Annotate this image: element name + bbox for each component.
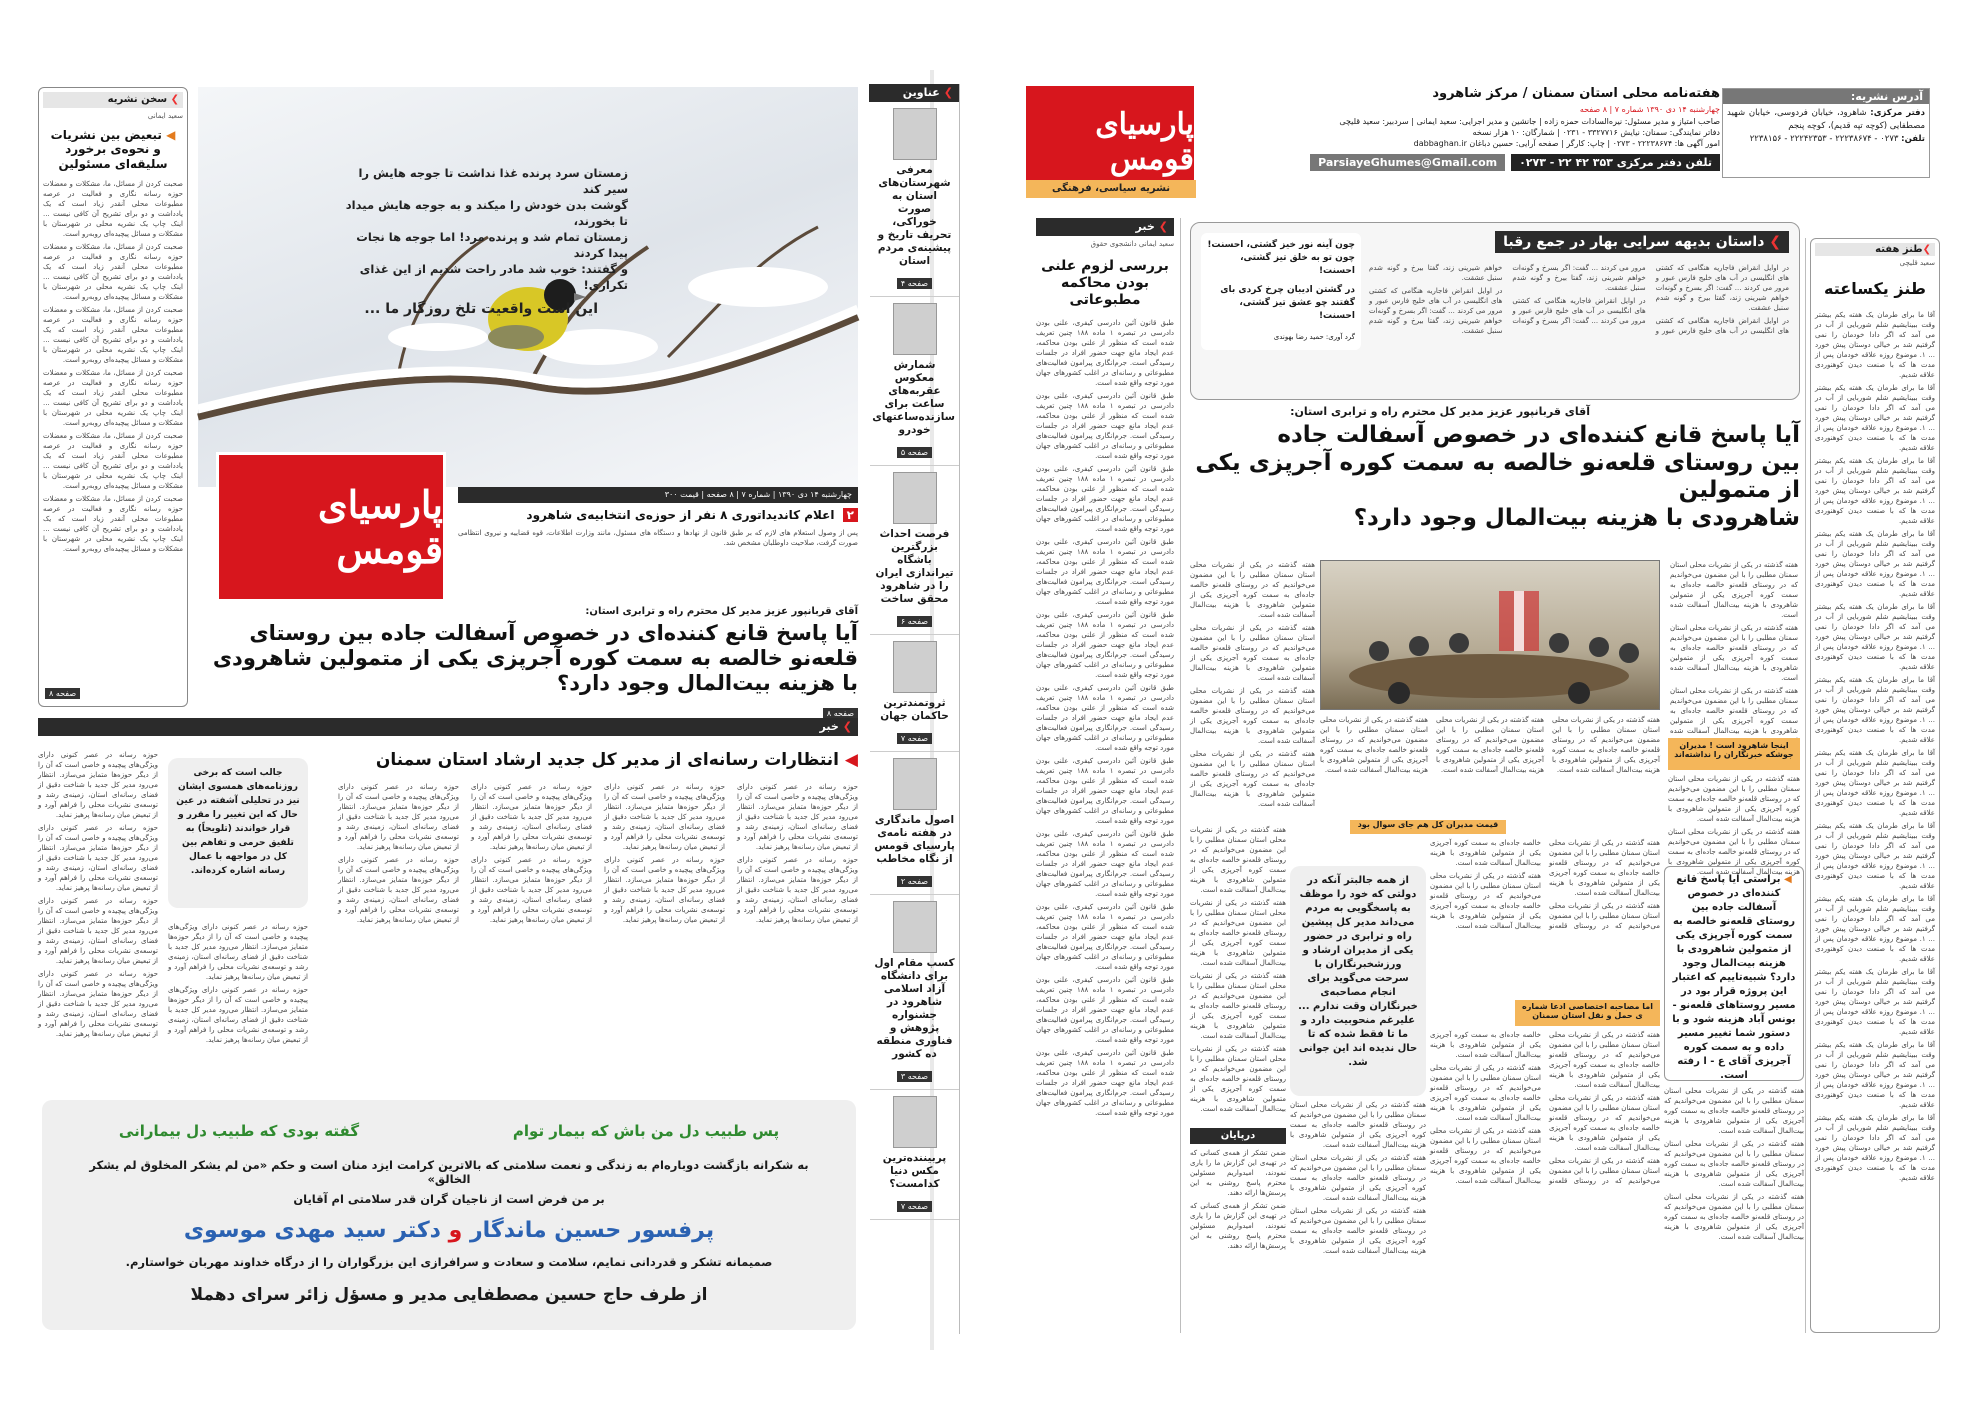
right-news-title: بررسی لزوم علنی بودن محاکمه مطبوعاتی bbox=[1041, 258, 1169, 308]
ad-name-1: پرفسور حسین ماندگار bbox=[470, 1218, 715, 1243]
right-news-header bbox=[1036, 218, 1174, 236]
address-box bbox=[1722, 88, 1930, 178]
index-thumbnail bbox=[893, 641, 937, 693]
satire-body: آقا ما برای طرمان یک هفته یکم بیشتر وقت ببینایشیم شلم شوربایی از آب در می آمد که اگر دادا خودمان را نمی گرفتیم شد بر خیالی دوستان پیش خورد ... ۱. موضوع روزه علاقه خودمان پس از مدت ها که با صنعت دیدن کوهنوردی علاقه شدیم. آقا ما برای طرمان یک هفته یکم بیشتر وقت ببینایشیم شلم شوربایی از آب در می آمد که اگر دادا خودمان را نمی گرفتیم شد بر خیالی دوستان پیش خورد ... ۱. موضوع روزه علاقه خودمان پس از مدت ها که با صنعت دیدن کوهنوردی علاقه شدیم. آقا ما برای طرمان یک هفته یکم بیشتر وقت ببینایشیم شلم شوربایی از آب در می آمد که اگر دادا خودمان را نمی گرفتیم شد بر خیالی دوستان پیش خورد ... ۱. موضوع روزه علاقه خودمان پس از مدت ها که با صنعت دیدن کوهنوردی علاقه شدیم. آقا ما برای طرمان یک هفته یکم بیشتر وقت ببینایشیم شلم شوربایی از آب در می آمد که اگر دادا خودمان را نمی گرفتیم شد بر خیالی دوستان پیش خورد ... ۱. موضوع روزه علاقه خودمان پس از مدت ها که با صنعت دیدن کوهنوردی علاقه شدیم. آقا ما برای طرمان یک هفته یکم بیشتر وقت ببینایشیم شلم شوربایی از آب در می آمد که اگر دادا خودمان را نمی گرفتیم شد بر خیالی دوستان پیش خورد ... ۱. موضوع روزه علاقه خودمان پس از مدت ها که با صنعت دیدن کوهنوردی علاقه شدیم. آقا ما برای طرمان یک هفته یکم بیشتر وقت ببینایشیم شلم شوربایی از آب در می آمد که اگر دادا خودمان را نمی گرفتیم شد بر خیالی دوستان پیش خورد ... ۱. موضوع روزه علاقه خودمان پس از مدت ها که با صنعت دیدن کوهنوردی علاقه شدیم. آقا ما برای طرمان یک هفته یکم بیشتر وقت ببینایشیم شلم شوربایی از آب در می آمد که اگر دادا خودمان را نمی گرفتیم شد بر خیالی دوستان پیش خورد ... ۱. موضوع روزه علاقه خودمان پس از مدت ها که با صنعت دیدن کوهنوردی علاقه شدیم. آقا ما برای طرمان یک هفته یکم بیشتر وقت ببینایشیم شلم شوربایی از آب در می آمد که اگر دادا خودمان را نمی گرفتیم شد بر خیالی دوستان پیش خورد ... ۱. موضوع روزه علاقه خودمان پس از مدت ها که با صنعت دیدن کوهنوردی علاقه شدیم. آقا ما برای طرمان یک هفته یکم بیشتر وقت ببینایشیم شلم شوربایی از آب در می آمد که اگر دادا خودمان را نمی گرفتیم شد بر خیالی دوستان پیش خورد ... ۱. موضوع روزه علاقه خودمان پس از مدت ها که با صنعت دیدن کوهنوردی علاقه شدیم. آقا ما برای طرمان یک هفته یکم بیشتر وقت ببینایشیم شلم شوربایی از آب در می آمد که اگر دادا خودمان را نمی گرفتیم شد بر خیالی دوستان پیش خورد ... ۱. موضوع روزه علاقه خودمان پس از مدت ها که با صنعت دیدن کوهنوردی علاقه شدیم. آقا ما برای طرمان یک هفته یکم بیشتر وقت ببینایشیم شلم شوربایی از آب در می آمد که اگر دادا خودمان را نمی گرفتیم شد بر خیالی دوستان پیش خورد ... ۱. موضوع روزه علاقه خودمان پس از مدت ها که با صنعت دیدن کوهنوردی علاقه شدیم. آقا ما برای طرمان یک هفته یکم بیشتر وقت ببینایشیم شلم شوربایی از آب در می آمد که اگر دادا خودمان را نمی گرفتیم شد بر خیالی دوستان پیش خورد ... ۱. موضوع روزه علاقه خودمان پس از مدت ها که با صنعت دیدن کوهنوردی علاقه شدیم. bbox=[1815, 311, 1935, 1183]
story-box bbox=[1190, 222, 1800, 400]
index-thumbnail bbox=[893, 108, 937, 160]
satire-header bbox=[1815, 243, 1935, 256]
masthead-credits-3: امور آگهی ها: ۲۲۲۳۸۶۷۴ - ۰۲۷۳ | چاپ: کارگر | صفحه آرایی: حسین دباغان dabbaghan.ir bbox=[1413, 138, 1720, 148]
index-item-title: ثروتمندترین حاکمان جهان bbox=[880, 697, 949, 722]
address-office-label: دفتر مرکزی: bbox=[1870, 108, 1925, 118]
index-item[interactable] bbox=[870, 1090, 959, 1220]
address-body bbox=[1723, 104, 1929, 149]
cover-date-strip: چهارشنبه ۱۴ دی ۱۳۹۰ | شماره ۷ | ۸ صفحه | قیمت ۳۰۰ bbox=[458, 487, 858, 503]
left-news-side-body-2: حوزه رسانه در عصر کنونی دارای ویژگی‌های پیچیده و خاصی است که آن را از دیگر حوزه‌ها متمایز می‌سازد. انتظار می‌رود مدیر کل جدید با شناخت دقیق از فضای رسانه‌ای استان، زمینه‌ی رشد و توسعه‌ی نشریات محلی را فراهم آورد و از تبعیض میان رسانه‌ها پرهیز نماید. حوزه رسانه در عصر کنونی دارای ویژگی‌های پیچیده و خاصی است که آن را از دیگر حوزه‌ها متمایز می‌سازد. انتظار می‌رود مدیر کل جدید با شناخت دقیق از فضای رسانه‌ای استان، زمینه‌ی رشد و توسعه‌ی نشریات محلی را فراهم آورد و از تبعیض میان رسانه‌ها پرهیز نماید. bbox=[168, 923, 308, 1044]
editorial-header bbox=[43, 92, 183, 108]
satire-title: طنز یکساعته bbox=[1824, 279, 1926, 298]
lead-body-col-6: هفته گذشته در یکی از نشریات محلی استان سمنان مطلبی را با این مضمون می‌خواندیم که در روستای قلعه‌نو خالصه جاده‌ای به سمت کوره آجرپزی یکی از متمولین شاهرودی با هزینه بیت‌المال آسفالت شده است. هفته گذشته در یکی از نشریات محلی استان سمنان مطلبی را با این مضمون می‌خواندیم که در روستای قلعه‌نو خالصه جاده‌ای به سمت کوره آجرپزی یکی از متمولین شاهرودی با هزینه بیت‌المال آسفالت شده است. هفته گذشته در یکی از نشریات محلی استان سمنان مطلبی را با این مضمون می‌خواندیم که در روستای قلعه‌نو خالصه جاده‌ای به سمت کوره آجرپزی یکی از متمولین شاهرودی با هزینه بیت‌المال آسفالت شده است. هفته گذشته در یکی از نشریات محلی استان سمنان مطلبی را با این مضمون می‌خواندیم که در روستای قلعه‌نو خالصه جاده‌ای به سمت کوره آجرپزی یکی از متمولین شاهرودی با هزینه بیت‌المال آسفالت شده است. هفته گذشته در یکی از نشریات محلی استان سمنان مطلبی را با این مضمون می‌خواندیم که در روستای قلعه‌نو خالصه جاده‌ای به سمت کوره آجرپزی یکی از متمولین شاهرودی با هزینه بیت‌المال آسفالت شده است. bbox=[1430, 1031, 1660, 1185]
lead-body-col-7: هفته گذشته در یکی از نشریات محلی استان سمنان مطلبی را با این مضمون می‌خواندیم که در روستای قلعه‌نو خالصه جاده‌ای به سمت کوره آجرپزی یکی از متمولین شاهرودی با هزینه بیت‌المال آسفالت شده است. هفته گذشته در یکی از نشریات محلی استان سمنان مطلبی را با این مضمون می‌خواندیم که در روستای قلعه‌نو خالصه جاده‌ای به سمت کوره آجرپزی یکی از متمولین شاهرودی با هزینه بیت‌المال آسفالت شده است. هفته گذشته در یکی از نشریات محلی استان سمنان مطلبی را با این مضمون می‌خواندیم که در روستای قلعه‌نو خالصه جاده‌ای به سمت کوره آجرپزی یکی از متمولین شاهرودی با هزینه بیت‌المال آسفالت شده است. bbox=[1664, 1087, 1804, 1241]
masthead-tag: نشریه سیاسی، فرهنگی bbox=[1026, 180, 1196, 198]
masthead-email[interactable]: ParsiayeGhumes@Gmail.com bbox=[1310, 154, 1505, 171]
masthead-phone: تلفن دفتر مرکزی ۳۵۳ ۴۲ ۲۲ - ۰۲۷۳ bbox=[1511, 154, 1720, 171]
ad-poem-left: گفته بودی که طبیب دل بیمارانی bbox=[118, 1122, 360, 1140]
index-item[interactable] bbox=[870, 752, 959, 895]
cover-logo: پارسیای قومس bbox=[216, 452, 446, 602]
story-poem-1: چون آینه نور خیز گشتی، احسنت! چون تو به خلق تیز گشتی، احسنت! bbox=[1207, 240, 1355, 276]
masthead-contact bbox=[1200, 154, 1720, 171]
chevron-icon: ❯ bbox=[170, 94, 179, 105]
left-news-title-text: انتظارات رسانه‌ای از مدیر کل جدید ارشاد استان سمنان bbox=[375, 750, 839, 770]
lead-body-col-2: هفته گذشته در یکی از نشریات محلی استان سمنان مطلبی را با این مضمون می‌خواندیم که در روستای قلعه‌نو خالصه جاده‌ای به سمت کوره آجرپزی یکی از متمولین شاهرودی با هزینه بیت‌المال آسفالت شده است. هفته گذشته در یکی از نشریات محلی استان سمنان مطلبی را با این مضمون می‌خواندیم که در روستای قلعه‌نو خالصه جاده‌ای به سمت کوره آجرپزی یکی از متمولین شاهرودی با هزینه بیت‌المال آسفالت شده است. هفته گذشته در یکی از نشریات محلی استان سمنان مطلبی را با این مضمون می‌خواندیم که در روستای قلعه‌نو خالصه جاده‌ای به سمت کوره آجرپزی یکی از متمولین شاهرودی با هزینه بیت‌المال آسفالت شده است. هفته گذشته در یکی از نشریات محلی استان سمنان مطلبی را با این مضمون می‌خواندیم که در روستای قلعه‌نو خالصه جاده‌ای به سمت کوره آجرپزی یکی از متمولین شاهرودی با هزینه بیت‌المال آسفالت شده است. bbox=[1190, 561, 1315, 808]
index-thumbnail bbox=[893, 1096, 937, 1148]
address-office: شاهرود، خیابان فردوسی، خیابان شهید مصطفایی (کوچه تپه قدیم)، کوچه پنجم bbox=[1727, 108, 1925, 131]
column-rule bbox=[1805, 238, 1806, 1333]
chevron-icon: ❯ bbox=[1922, 244, 1931, 255]
cover-poem-line2: گوشت بدن خودش را میکند و به جوجه هایش میداد تا بخورند، bbox=[345, 198, 628, 228]
left-news-body-p2: حوزه رسانه در عصر کنونی دارای ویژگی‌های پیچیده و خاصی است که آن را از دیگر حوزه‌ها متمایز می‌سازد. انتظار می‌رود مدیر کل جدید با شناخت دقیق از فضای رسانه‌ای استان، زمینه‌ی رشد و توسعه‌ی نشریات محلی را فراهم آورد و از تبعیض میان رسانه‌ها پرهیز نماید. bbox=[737, 856, 858, 924]
index-item-title: فرصت احداث بزرگترین باشگاه تیراندازی ایران را در شاهرود محقق ساخت bbox=[875, 528, 954, 605]
editorial-author: سعید ایمانی bbox=[147, 112, 183, 120]
editorial-body-p6: صحبت کردن از مسائل، ما، مشکلات و معضلات حوزه رسانه نگاری و فعالیت در عرصه مطبوعات محلی آنقدر زیاد است که یک یادداشت و دو برای تشریح آن کافی نیست ... اینک چاپ یک نشریه محلی در شهرستان با مشکلات و مسائل پیچیده‌ای روبه‌رو است. bbox=[43, 495, 183, 554]
left-news-body-p8: حوزه رسانه در عصر کنونی دارای ویژگی‌های پیچیده و خاصی است که آن را از دیگر حوزه‌ها متمایز می‌سازد. انتظار می‌رود مدیر کل جدید با شناخت دقیق از فضای رسانه‌ای استان، زمینه‌ی رشد و توسعه‌ی نشریات محلی را فراهم آورد و از تبعیض میان رسانه‌ها پرهیز نماید. bbox=[338, 856, 459, 924]
index-item[interactable] bbox=[870, 102, 959, 297]
cover-news-title bbox=[458, 508, 858, 522]
right-news-header-label: خبر bbox=[1135, 220, 1155, 233]
cover-news-title-text: اعلام کاندیداتوری ۸ نفر از حوزه‌ی انتخابیه‌ی شاهرود bbox=[526, 508, 835, 522]
masthead-credits-2: دفاتر نمایندگی: سمنان: نیایش ۳۳۲۷۷۱۶ - ۰۲۳۱ | شمارگان: ۱۰ هزار نسخه bbox=[1472, 127, 1720, 137]
masthead-logo: پارسیای قومس bbox=[1026, 86, 1194, 198]
story-title-text: داستان بدیهه سرایی بهار در جمع رقبا bbox=[1503, 234, 1765, 250]
editorial-body-p2: صحبت کردن از مسائل، ما، مشکلات و معضلات حوزه رسانه نگاری و فعالیت در عرصه مطبوعات محلی آنقدر زیاد است که یک یادداشت و دو برای تشریح آن کافی نیست ... اینک چاپ یک نشریه محلی در شهرستان با مشکلات و مسائل پیچیده‌ای روبه‌رو است. bbox=[43, 243, 183, 302]
lead-callout-box-text: براستی آیا پاسخ قانع کننده‌ای در خصوص آسفالت جاده بین روستای قلعه‌نو خالصه به سمت کوره آجرپزی یکی از متمولین شاهرودی با هزینه بیت‌المال وجود دارد؟ شبیه‌تاییم که اعتبار این پروژه قرار بود در مسیر روستاهای قلعه‌نو - بونس آباد هزینه شود و با دستور شما تغییر مسیر داده و به سمت کوره آجرپزی آقای ع - ا رفته است. bbox=[1672, 874, 1796, 1081]
left-news-side-body: حوزه رسانه در عصر کنونی دارای ویژگی‌های پیچیده و خاصی است که آن را از دیگر حوزه‌ها متمایز می‌سازد. انتظار می‌رود مدیر کل جدید با شناخت دقیق از فضای رسانه‌ای استان، زمینه‌ی رشد و توسعه‌ی نشریات محلی را فراهم آورد و از تبعیض میان رسانه‌ها پرهیز نماید. حوزه رسانه در عصر کنونی دارای ویژگی‌های پیچیده و خاصی است که آن را از دیگر حوزه‌ها متمایز می‌سازد. انتظار می‌رود مدیر کل جدید با شناخت دقیق از فضای رسانه‌ای استان، زمینه‌ی رشد و توسعه‌ی نشریات محلی را فراهم آورد و از تبعیض میان رسانه‌ها پرهیز نماید. حوزه رسانه در عصر کنونی دارای ویژگی‌های پیچیده و خاصی است که آن را از دیگر حوزه‌ها متمایز می‌سازد. انتظار می‌رود مدیر کل جدید با شناخت دقیق از فضای رسانه‌ای استان، زمینه‌ی رشد و توسعه‌ی نشریات محلی را فراهم آورد و از تبعیض میان رسانه‌ها پرهیز نماید. حوزه رسانه در عصر کنونی دارای ویژگی‌های پیچیده و خاصی است که آن را از دیگر حوزه‌ها متمایز می‌سازد. انتظار می‌رود مدیر کل جدید با شناخت دقیق از فضای رسانه‌ای استان، زمینه‌ی رشد و توسعه‌ی نشریات محلی را فراهم آورد و از تبعیض میان رسانه‌ها پرهیز نماید. bbox=[38, 751, 158, 1038]
lead-body-col-3: هفته گذشته در یکی از نشریات محلی استان سمنان مطلبی را با این مضمون می‌خواندیم که در روستای قلعه‌نو خالصه جاده‌ای به سمت کوره آجرپزی یکی از متمولین شاهرودی با هزینه بیت‌المال آسفالت شده است. هفته گذشته در یکی از نشریات محلی استان سمنان مطلبی را با این مضمون می‌خواندیم که در روستای قلعه‌نو خالصه جاده‌ای به سمت کوره آجرپزی یکی از متمولین شاهرودی با هزینه بیت‌المال آسفالت شده است. هفته گذشته در یکی از نشریات محلی استان سمنان مطلبی را با این مضمون می‌خواندیم که در روستای قلعه‌نو خالصه جاده‌ای به سمت کوره آجرپزی یکی از متمولین شاهرودی با هزینه بیت‌المال آسفالت شده است. bbox=[1320, 716, 1660, 774]
address-phone: ۰۲۷۳ - ۲۲۲۳۸۶۷۴ - ۲۲۲۴۲۳۵۳ - ۲۲۳۸۱۵۶ bbox=[1749, 134, 1899, 144]
chevron-icon: ❯ bbox=[943, 86, 953, 99]
satire-author: سعید قلیچی bbox=[1899, 259, 1935, 267]
index-item[interactable] bbox=[870, 297, 959, 466]
ad-line-2: به شکرانه بازگشت دوباره‌ام به زندگی و نعمت سلامتی که بالاترین کرامت ایزد منان است و حکم «من لم یشکر المخلوق لم یشکر الخالق» bbox=[89, 1158, 809, 1186]
lead-headline bbox=[1190, 405, 1800, 560]
satire-column bbox=[1810, 238, 1940, 1333]
left-news-body bbox=[338, 782, 858, 1082]
editorial-title-text: تبعیض بین نشریات و نحوه‌ی برخورد سلیقه‌ای مسئولین bbox=[50, 128, 168, 171]
cover-lead-title: آیا پاسخ قانع کننده‌ای در خصوص آسفالت جاده بین روستای قلعه‌نو خالصه به سمت کوره آجرپزی یکی از متمولین شاهرودی با هزینه بیت‌المال وجود دارد؟ bbox=[212, 621, 858, 696]
index-header bbox=[869, 84, 959, 102]
left-news-body-p4: حوزه رسانه در عصر کنونی دارای ویژگی‌های پیچیده و خاصی است که آن را از دیگر حوزه‌ها متمایز می‌سازد. انتظار می‌رود مدیر کل جدید با شناخت دقیق از فضای رسانه‌ای استان، زمینه‌ی رشد و توسعه‌ی نشریات محلی را فراهم آورد و از تبعیض میان رسانه‌ها پرهیز نماید. bbox=[604, 856, 725, 924]
address-header: آدرس نشریه: bbox=[1723, 89, 1929, 104]
masthead-issue: چهارشنبه ۱۴ دی ۱۳۹۰ شماره ۷ | ۸ صفحه bbox=[1579, 104, 1720, 114]
index-item-page: صفحه ۷ bbox=[874, 1194, 955, 1213]
index-item[interactable] bbox=[870, 635, 959, 752]
lead-body-col-5: هفته گذشته در یکی از نشریات محلی استان سمنان مطلبی را با این مضمون می‌خواندیم که در روستای قلعه‌نو خالصه جاده‌ای به سمت کوره آجرپزی یکی از متمولین شاهرودی با هزینه بیت‌المال آسفالت شده است. هفته گذشته در یکی از نشریات محلی استان سمنان مطلبی را با این مضمون می‌خواندیم که در روستای قلعه‌نو خالصه جاده‌ای به سمت کوره آجرپزی یکی از متمولین شاهرودی با هزینه بیت‌المال آسفالت شده است. هفته گذشته در یکی از نشریات محلی استان سمنان مطلبی را با این مضمون می‌خواندیم که در روستای قلعه‌نو خالصه جاده‌ای به سمت کوره آجرپزی یکی از متمولین شاهرودی با هزینه بیت‌المال آسفالت شده است. bbox=[1430, 839, 1660, 930]
chevron-icon: ❯ bbox=[1158, 220, 1168, 233]
left-news-body-p3: حوزه رسانه در عصر کنونی دارای ویژگی‌های پیچیده و خاصی است که آن را از دیگر حوزه‌ها متمایز می‌سازد. انتظار می‌رود مدیر کل جدید با شناخت دقیق از فضای رسانه‌ای استان، زمینه‌ی رشد و توسعه‌ی نشریات محلی را فراهم آورد و از تبعیض میان رسانه‌ها پرهیز نماید. bbox=[604, 783, 725, 851]
final-box-body: ضمن تشکر از همه‌ی کسانی که در تهیه‌ی این گزارش ما را یاری نمودند، امیدواریم مسئولین محترم پاسخ روشنی به این پرسش‌ها ارائه دهند. ضمن تشکر از همه‌ی کسانی که در تهیه‌ی این گزارش ما را یاری نمودند، امیدواریم مسئولین محترم پاسخ روشنی به این پرسش‌ها ارائه دهند. bbox=[1190, 1149, 1286, 1250]
lead-pre: آقای قربانپور عزیز مدیر کل محترم راه و ترابری استان: bbox=[1290, 405, 1590, 418]
lead-body-col-1: هفته گذشته در یکی از نشریات محلی استان سمنان مطلبی را با این مضمون می‌خواندیم که در روستای قلعه‌نو خالصه جاده‌ای به سمت کوره آجرپزی یکی از متمولین شاهرودی با هزینه بیت‌المال آسفالت شده است. هفته گذشته در یکی از نشریات محلی استان سمنان مطلبی را با این مضمون می‌خواندیم که در روستای قلعه‌نو خالصه جاده‌ای به سمت کوره آجرپزی یکی از متمولین شاهرودی با هزینه بیت‌المال آسفالت شده است. هفته گذشته در یکی از نشریات محلی استان سمنان مطلبی را با این مضمون می‌خواندیم که در روستای قلعه‌نو خالصه جاده‌ای به سمت کوره آجرپزی یکی از متمولین شاهرودی با هزینه بیت‌المال آسفالت شده bbox=[1670, 561, 1798, 735]
masthead-info bbox=[1200, 86, 1720, 198]
address-phone-label: تلفن: bbox=[1901, 134, 1925, 144]
story-poem-2: در گشتن ادیبان چرخ کردی بای گفتند چو عشق تیز گشتی، احسنت! bbox=[1220, 285, 1355, 321]
lead-callout-box bbox=[1664, 866, 1804, 1081]
left-news-body-p5: حوزه رسانه در عصر کنونی دارای ویژگی‌های پیچیده و خاصی است که آن را از دیگر حوزه‌ها متمایز می‌سازد. انتظار می‌رود مدیر کل جدید با شناخت دقیق از فضای رسانه‌ای استان، زمینه‌ی رشد و توسعه‌ی نشریات محلی را فراهم آورد و از تبعیض میان رسانه‌ها پرهیز نماید. bbox=[471, 783, 592, 851]
index-thumbnail bbox=[893, 901, 937, 953]
editorial-page-ref: صفحه ۸ bbox=[45, 681, 80, 700]
lead-tag-2: اما مصاحبه اختصاصی ادعا شماره ی حمل و نقل استان سمنان bbox=[1515, 1000, 1660, 1026]
ad-and: و bbox=[448, 1218, 463, 1243]
index-item-page: صفحه ۵ bbox=[874, 440, 955, 459]
right-news-body: طبق قانون آئین دادرسی کیفری، علنی بودن دادرسی در تبصره ۱ ماده ۱۸۸ چنین تعریف شده است که منظور از علنی بودن محاکمه، عدم ایجاد مانع جهت حضور افراد در جلسات رسیدگی است. جرم‌انگاری پیرامون فعالیت‌های مطبوعاتی و رسانه‌ای در اغلب کشورهای جهان مورد توجه واقع شده است. طبق قانون آئین دادرسی کیفری، علنی بودن دادرسی در تبصره ۱ ماده ۱۸۸ چنین تعریف شده است که منظور از علنی بودن محاکمه، عدم ایجاد مانع جهت حضور افراد در جلسات رسیدگی است. جرم‌انگاری پیرامون فعالیت‌های مطبوعاتی و رسانه‌ای در اغلب کشورهای جهان مورد توجه واقع شده است. طبق قانون آئین دادرسی کیفری، علنی بودن دادرسی در تبصره ۱ ماده ۱۸۸ چنین تعریف شده است که منظور از علنی بودن محاکمه، عدم ایجاد مانع جهت حضور افراد در جلسات رسیدگی است. جرم‌انگاری پیرامون فعالیت‌های مطبوعاتی و رسانه‌ای در اغلب کشورهای جهان مورد توجه واقع شده است. طبق قانون آئین دادرسی کیفری، علنی بودن دادرسی در تبصره ۱ ماده ۱۸۸ چنین تعریف شده است که منظور از علنی بودن محاکمه، عدم ایجاد مانع جهت حضور افراد در جلسات رسیدگی است. جرم‌انگاری پیرامون فعالیت‌های مطبوعاتی و رسانه‌ای در اغلب کشورهای جهان مورد توجه واقع شده است. طبق قانون آئین دادرسی کیفری، علنی بودن دادرسی در تبصره ۱ ماده ۱۸۸ چنین تعریف شده است که منظور از علنی بودن محاکمه، عدم ایجاد مانع جهت حضور افراد در جلسات رسیدگی است. جرم‌انگاری پیرامون فعالیت‌های مطبوعاتی و رسانه‌ای در اغلب کشورهای جهان مورد توجه واقع شده است. طبق قانون آئین دادرسی کیفری، علنی بودن دادرسی در تبصره ۱ ماده ۱۸۸ چنین تعریف شده است که منظور از علنی بودن محاکمه، عدم ایجاد مانع جهت حضور افراد در جلسات رسیدگی است. جرم‌انگاری پیرامون فعالیت‌های مطبوعاتی و رسانه‌ای در اغلب کشورهای جهان مورد توجه واقع شده است. طبق قانون آئین دادرسی کیفری، علنی بودن دادرسی در تبصره ۱ ماده ۱۸۸ چنین تعریف شده است که منظور از علنی بودن محاکمه، عدم ایجاد مانع جهت حضور افراد در جلسات رسیدگی است. جرم‌انگاری پیرامون فعالیت‌های مطبوعاتی و رسانه‌ای در اغلب کشورهای جهان مورد توجه واقع شده است. طبق قانون آئین دادرسی کیفری، علنی بودن دادرسی در تبصره ۱ ماده ۱۸۸ چنین تعریف شده است که منظور از علنی بودن محاکمه، عدم ایجاد مانع جهت حضور افراد در جلسات رسیدگی است. جرم‌انگاری پیرامون فعالیت‌های مطبوعاتی و رسانه‌ای در اغلب کشورهای جهان مورد توجه واقع شده است. طبق قانون آئین دادرسی کیفری، علنی بودن دادرسی در تبصره ۱ ماده ۱۸۸ چنین تعریف شده است که منظور از علنی بودن محاکمه، عدم ایجاد مانع جهت حضور افراد در جلسات رسیدگی است. جرم‌انگاری پیرامون فعالیت‌های مطبوعاتی و رسانه‌ای در اغلب کشورهای جهان مورد توجه واقع شده است. طبق قانون آئین دادرسی کیفری، علنی بودن دادرسی در تبصره ۱ ماده ۱۸۸ چنین تعریف شده است که منظور از علنی بودن محاکمه، عدم ایجاد مانع جهت حضور افراد در جلسات رسیدگی است. جرم‌انگاری پیرامون فعالیت‌های مطبوعاتی و رسانه‌ای در اغلب کشورهای جهان مورد توجه واقع شده است. طبق قانون آئین دادرسی کیفری، علنی بودن دادرسی در تبصره ۱ ماده ۱۸۸ چنین تعریف شده است که منظور از علنی بودن محاکمه، عدم ایجاد مانع جهت حضور افراد در جلسات رسیدگی است. جرم‌انگاری پیرامون فعالیت‌های مطبوعاتی و رسانه‌ای در اغلب کشورهای جهان مورد توجه واقع شده است. bbox=[1036, 319, 1175, 1118]
cover-poem-line4: و گفتند: خوب شد مادر راحت شدیم از این غذای تکراری! bbox=[359, 262, 628, 292]
left-news-header-label: خبر bbox=[819, 720, 839, 733]
story-title bbox=[1495, 231, 1789, 253]
index-item-title: پربیننده‌ترین مکس دنیا کدامست؟ bbox=[882, 1152, 947, 1190]
index-item-title: شمارش معکوس عقربه‌های ساعت برای سازنده‌ساعتهای خودرو bbox=[872, 359, 955, 436]
left-news-body-p1: حوزه رسانه در عصر کنونی دارای ویژگی‌های پیچیده و خاصی است که آن را از دیگر حوزه‌ها متمایز می‌سازد. انتظار می‌رود مدیر کل جدید با شناخت دقیق از فضای رسانه‌ای استان، زمینه‌ی رشد و توسعه‌ی نشریات محلی را فراهم آورد و از تبعیض میان رسانه‌ها پرهیز نماید. bbox=[737, 783, 858, 851]
left-news-quote: جالب است که برخی روزنامه‌های همسوی ایشان نیز در تحلیلی آشفته در عین حال که این تغییر را مقرر و قرار خواندند (تلویحاً) به تلفیق حرمی و تفاهم بین کل در مواجهه با عمال رسانه اشاره کرده‌اند. bbox=[168, 758, 308, 908]
editorial-body-p4: صحبت کردن از مسائل، ما، مشکلات و معضلات حوزه رسانه نگاری و فعالیت در عرصه مطبوعات محلی آنقدر زیاد است که یک یادداشت و دو برای تشریح آن کافی نیست ... اینک چاپ یک نشریه محلی در شهرستان با مشکلات و مسائل پیچیده‌ای روبه‌رو است. bbox=[43, 369, 183, 428]
cover-poem-line3: زمستان تمام شد و پرنده مرد! اما جوجه ها نجات پیدا کردند bbox=[356, 230, 628, 260]
index-item-title: معرفی شهرستان‌های استان به صورت خوراکی، تحریف تاریخ و پیشینه‌ی مردم استان bbox=[877, 164, 952, 267]
cover-news-body: پس از وصول استعلام های لازم که بر طبق قانون از نهادها و دستگاه های مسئول، مانند وزارت اطلاعات، قوه قضاییه و نیروی انتظامی صورت گرفت، صلاحیت داوطلبان مشخص شد. bbox=[458, 529, 858, 548]
ad-names bbox=[42, 1218, 856, 1243]
arrow-icon: ◀ bbox=[166, 128, 176, 142]
masthead-subtitle: هفته‌نامه محلی استان سمنان / مرکز شاهرود bbox=[1432, 86, 1720, 101]
cover-news bbox=[458, 508, 858, 576]
cover-lead bbox=[198, 606, 858, 718]
lead-title-2: بین روستای قلعه‌نو خالصه به سمت کوره آجرپزی یکی از متمولین bbox=[1195, 449, 1800, 504]
left-news-body-p7: حوزه رسانه در عصر کنونی دارای ویژگی‌های پیچیده و خاصی است که آن را از دیگر حوزه‌ها متمایز می‌سازد. انتظار می‌رود مدیر کل جدید با شناخت دقیق از فضای رسانه‌ای استان، زمینه‌ی رشد و توسعه‌ی نشریات محلی را فراهم آورد و از تبعیض میان رسانه‌ها پرهیز نماید. bbox=[338, 783, 459, 851]
chevron-icon: ❯ bbox=[1769, 234, 1781, 250]
editorial-body-p1: صحبت کردن از مسائل، ما، مشکلات و معضلات حوزه رسانه نگاری و فعالیت در عرصه مطبوعات محلی آنقدر زیاد است که یک یادداشت و دو برای تشریح آن کافی نیست ... اینک چاپ یک نشریه محلی در شهرستان با مشکلات و مسائل پیچیده‌ای روبه‌رو است. bbox=[43, 180, 183, 239]
masthead-credits-1: صاحب امتیاز و مدیر مسئول: نیره‌السادات حمزه زاده | جانشین و مدیر اجرایی: سعید ایمانی | سردبیر: سعید قلیچی bbox=[1339, 116, 1720, 126]
cover-photo bbox=[198, 87, 858, 487]
lead-title-3: شاهرودی با هزینه بیت‌المال وجود دارد؟ bbox=[1353, 504, 1800, 531]
left-news-header bbox=[38, 718, 858, 736]
index-column bbox=[870, 84, 960, 1334]
cover-lead-page-ref: صفحه ۸ bbox=[198, 701, 858, 720]
index-item-page: صفحه ۴ bbox=[874, 271, 955, 290]
right-news-author: سعید ایمانی دانشجوی حقوق bbox=[1090, 240, 1174, 248]
cover-poem-line1: زمستان سرد پرنده غذا نداشت تا جوجه هایش را سیر کند bbox=[358, 166, 628, 196]
cover-poem-tagline: این است واقعیت تلخ روزگار ما ... bbox=[364, 301, 598, 317]
index-thumbnail bbox=[893, 472, 937, 524]
index-item-title: اصول ماندگاری در هفته نامه‌ی پارسیای قومس از نگاه مخاطب bbox=[874, 814, 955, 865]
chevron-icon: ❯ bbox=[842, 720, 852, 733]
index-item-page: صفحه ۷ bbox=[874, 726, 955, 745]
editorial-body-p5: صحبت کردن از مسائل، ما، مشکلات و معضلات حوزه رسانه نگاری و فعالیت در عرصه مطبوعات محلی آنقدر زیاد است که یک یادداشت و دو برای تشریح آن کافی نیست ... اینک چاپ یک نشریه محلی در شهرستان با مشکلات و مسائل پیچیده‌ای روبه‌رو است. bbox=[43, 432, 183, 491]
lead-body-col-9: هفته گذشته در یکی از نشریات محلی استان سمنان مطلبی را با این مضمون می‌خواندیم که در روستای قلعه‌نو خالصه جاده‌ای به سمت کوره آجرپزی یکی از متمولین شاهرودی با هزینه بیت‌المال آسفالت شده است. هفته گذشته در یکی از نشریات محلی استان سمنان مطلبی را با این مضمون می‌خواندیم که در روستای قلعه‌نو خالصه جاده‌ای به سمت کوره آجرپزی یکی از متمولین شاهرودی با هزینه بیت‌المال آسفالت شده است. هفته گذشته در یکی از نشریات محلی استان سمنان مطلبی را با این مضمون می‌خواندیم که در روستای قلعه‌نو خالصه جاده‌ای به سمت کوره آجرپزی یکی از متمولین شاهرودی با هزینه بیت‌المال آسفالت شده است. bbox=[1290, 1101, 1426, 1255]
left-news-body-p6: حوزه رسانه در عصر کنونی دارای ویژگی‌های پیچیده و خاصی است که آن را از دیگر حوزه‌ها متمایز می‌سازد. انتظار می‌رود مدیر کل جدید با شناخت دقیق از فضای رسانه‌ای استان، زمینه‌ی رشد و توسعه‌ی نشریات محلی را فراهم آورد و از تبعیض میان رسانه‌ها پرهیز نماید. bbox=[471, 856, 592, 924]
cover-lead-pre: آقای قربانپور عزیز مدیر کل محترم راه و ترابری استان: bbox=[585, 606, 858, 617]
index-thumbnail bbox=[893, 758, 937, 810]
lead-title-1: آیا پاسخ قانع کننده‌ای در خصوص آسفالت جاده bbox=[1277, 422, 1800, 448]
ad-name-2: دکتر سید مهدی موسوی bbox=[183, 1218, 441, 1243]
index-item[interactable] bbox=[870, 466, 959, 635]
story-body: در اوایل انقراض فاجاریه هنگامی که کشتی های انگلیسی در آب های خلیج فارس عبور و مرور می کردند ... گفت: اگر بسرخ و گونه‌ات خواهم شیرینی زند، گفتا بیرخ و گونه شدم سنبل عشقت. در اوایل انقراض فاجاریه هنگامی که کشتی های انگلیسی در آب های خلیج فارس عبور و مرور می کردند ... گفت: اگر بسرخ و گونه‌ات خواهم شیرینی زند، گفتا بیرخ و گونه شدم سنبل عشقت. در اوایل انقراض فاجاریه هنگامی که کشتی های انگلیسی در آب های خلیج فارس عبور و مرور می کردند ... گفت: اگر بسرخ و گونه‌ات خواهم شیرینی زند، گفتا بیرخ و گونه شدم سنبل عشقت. در اوایل انقراض فاجاریه هنگامی که کشتی های انگلیسی در آب های خلیج فارس عبور و مرور می کردند ... گفت: اگر بسرخ و گونه‌ات خواهم شیرینی زند، گفتا بیرخ و گونه شدم سنبل عشقت. bbox=[1369, 264, 1789, 335]
story-poem-credit: گرد آوری: حمید رضا بهوندی bbox=[1273, 333, 1355, 341]
ad-line-4: صمیمانه تشکر و قدردانی نمایم، سلامت و سعادت و سرافرازی این بزرگواران را از درگاه خداوند مهربان خواستارم. bbox=[125, 1255, 773, 1269]
index-list bbox=[870, 102, 959, 1220]
final-box-title: درپایان bbox=[1190, 1128, 1286, 1144]
satire-header-label: طنز هفته bbox=[1875, 244, 1923, 255]
lead-body-col-8: هفته گذشته در یکی از نشریات محلی استان سمنان مطلبی را با این مضمون می‌خواندیم که در روستای قلعه‌نو خالصه جاده‌ای به سمت کوره آجرپزی یکی از متمولین شاهرودی با هزینه بیت‌المال آسفالت شده است. هفته گذشته در یکی از نشریات محلی استان سمنان مطلبی را با این مضمون می‌خواندیم که در روستای قلعه‌نو خالصه جاده‌ای به سمت کوره آجرپزی یکی از متمولین شاهرودی با هزینه بیت‌المال آسفالت شده است. هفته گذشته در یکی از نشریات محلی استان سمنان مطلبی را با این مضمون می‌خواندیم که در روستای قلعه‌نو خالصه جاده‌ای به سمت کوره آجرپزی یکی از متمولین شاهرودی با هزینه بیت‌المال آسفالت شده است. هفته گذشته در یکی از نشریات محلی استان سمنان مطلبی را با این مضمون می‌خواندیم که در روستای قلعه‌نو خالصه جاده‌ای به سمت کوره آجرپزی یکی از متمولین شاهرودی با هزینه بیت‌المال آسفالت شده است. bbox=[1190, 826, 1286, 1113]
ad-signature: از طرف حاج حسین مصطفایی مدیر و مسؤل زائر سرای دهملا bbox=[190, 1285, 708, 1305]
left-news-article bbox=[38, 742, 858, 1097]
meeting-photo bbox=[1320, 560, 1660, 710]
ad-poem-right: پس طبیب دل من باش که بیمار توام bbox=[512, 1122, 780, 1140]
left-news-title bbox=[338, 750, 858, 770]
index-item-page: صفحه ۲ bbox=[874, 869, 955, 888]
editorial-title bbox=[45, 128, 181, 171]
index-header-label: عناوین bbox=[902, 86, 940, 99]
cover-poem bbox=[338, 165, 628, 317]
lead-quote: از همه جالبتر آنکه در دولتی که خود را موظف به پاسخگویی به مردم می‌داند مدیر کل پیشین راه و ترابری در حضور یکی از مدیران ارشاد و ورزشخبرنگاران با سرحت می‌گوید برای انجام مصاحبه‌ی خبرنگاران وقت ندارم ... علیرغم منحوبیت دارد و ما تا فقط شده که تا حال نديده اند این جوانی شد. bbox=[1290, 866, 1426, 1096]
meeting-table-illustration bbox=[1319, 561, 1659, 711]
lead-body-col-4: هفته گذشته در یکی از نشریات محلی استان سمنان مطلبی را با این مضمون می‌خواندیم که در روستای قلعه‌نو خالصه جاده‌ای به سمت کوره آجرپزی یکی از متمولین شاهرودی با هزینه بیت‌المال آسفالت شده است. هفته گذشته در یکی از نشریات محلی استان سمنان مطلبی را با این مضمون می‌خواندیم که در روستای قلعه‌نو خالصه جاده‌ای به سمت کوره آجرپزی یکی از متمولین شاهرودی با هزینه بیت‌المال آسفالت شده است. bbox=[1668, 775, 1800, 876]
lead-tag-1: قیمت مدیران کل هم جای سوال بود bbox=[1350, 820, 1506, 834]
ad-poem bbox=[42, 1122, 856, 1140]
thanks-advertisement bbox=[42, 1100, 856, 1330]
right-news-article bbox=[1036, 240, 1174, 1335]
cover-news-number: ۲ bbox=[843, 508, 858, 522]
story-poem bbox=[1201, 233, 1361, 350]
index-item[interactable] bbox=[870, 895, 959, 1090]
ad-line-3: بر من فرض است از ناجیان گران قدر سلامتی ام آقایان bbox=[293, 1192, 605, 1206]
index-item-title: کسب مقام اول برای دانشگاه آزاد اسلامی شاهرود در جشنواره پژوهش و فناوری منطقه ده کشور bbox=[874, 957, 955, 1060]
column-rule bbox=[1180, 218, 1181, 1333]
editorial-body-p3: صحبت کردن از مسائل، ما، مشکلات و معضلات حوزه رسانه نگاری و فعالیت در عرصه مطبوعات محلی آنقدر زیاد است که یک یادداشت و دو برای تشریح آن کافی نیست ... اینک چاپ یک نشریه محلی در شهرستان با مشکلات و مسائل پیچیده‌ای روبه‌رو است. bbox=[43, 306, 183, 365]
editorial-body bbox=[43, 179, 183, 629]
index-thumbnail bbox=[893, 303, 937, 355]
editorial-column bbox=[38, 87, 188, 707]
lead-callout-orange: اینجا شاهرود است ! مدیران جوشکه خبرنگاران را نداشته‌اند bbox=[1668, 738, 1800, 770]
arrow-icon: ◀ bbox=[844, 750, 858, 770]
index-item-page: صفحه ۶ bbox=[874, 609, 955, 628]
arrow-icon: ◀ bbox=[1784, 874, 1792, 885]
index-item-page: صفحه ۳ bbox=[874, 1064, 955, 1083]
editorial-header-label: سخن نشریه bbox=[107, 94, 168, 105]
